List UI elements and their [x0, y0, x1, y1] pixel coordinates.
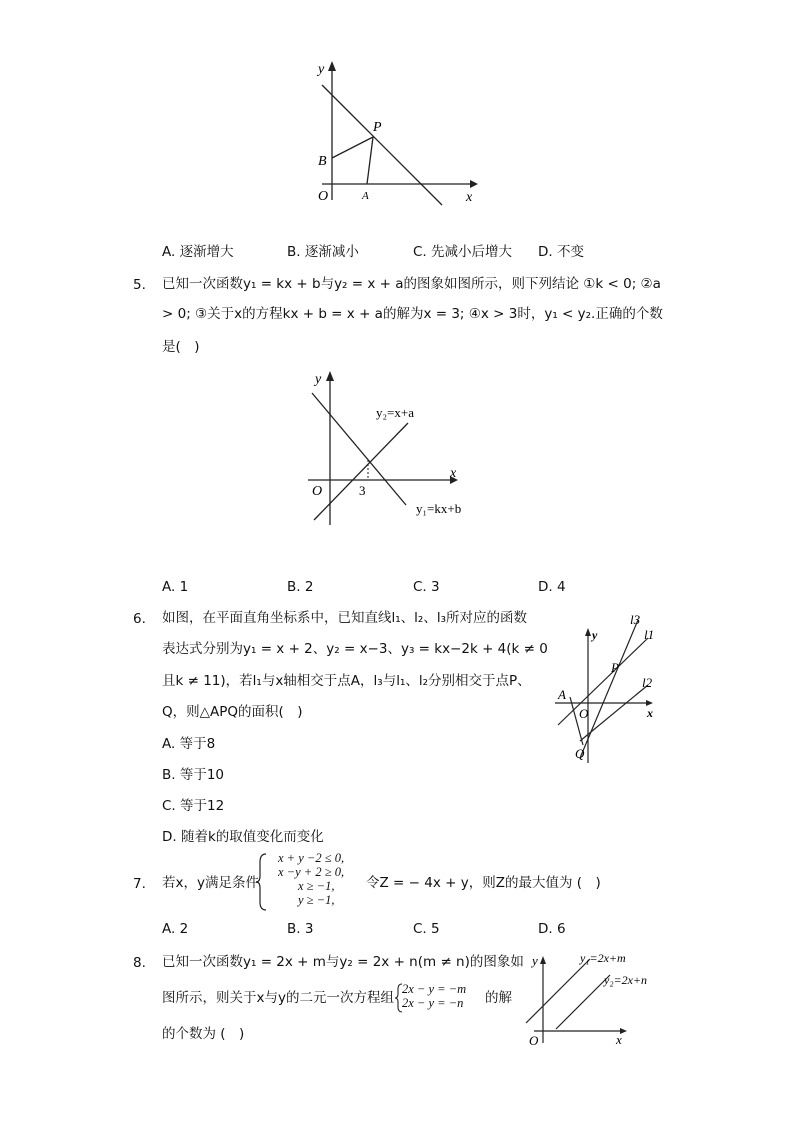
segment-BP: [332, 137, 373, 158]
y2-label: y₂=x+a: [376, 405, 414, 420]
l1-label: l1: [644, 627, 655, 642]
q7-suffix: 令Z = − 4x + y，则Z的最大值为 ( ): [366, 875, 601, 891]
q5-option-d: D. 4: [538, 579, 566, 595]
point-P-label: P: [611, 660, 619, 675]
point-P-label: P: [373, 120, 382, 135]
q5-text-line-2: > 0; ③关于x的方程kx + b = x + a的解为x = 3; ④x > 3时，y₁ < y₂.正确的个数: [162, 306, 663, 322]
y1-label: y₁=2x+m: [580, 951, 626, 965]
q6-text-line-3: 且k ≠ 11)，若l₁与x轴相交于点A，l₃与l₁、l₂分别相交于点P、: [162, 673, 531, 689]
q6-text-line-2: 表达式分别为y₁ = x + 2、y₂ = x−3、y₃ = kx−2k + 4(k ≠ 0: [162, 641, 548, 657]
segment-PA: [367, 137, 373, 184]
y-axis-arrow: [328, 61, 336, 71]
q5-option-a: A. 1: [162, 579, 189, 595]
q7-option-d: D. 6: [538, 921, 566, 937]
q4-option-a: A. 逐渐增大: [162, 244, 234, 260]
q7-option-a: A. 2: [162, 921, 189, 937]
q4-option-c: C. 先减小后增大: [413, 244, 513, 260]
q6-text-line-1: 如图，在平面直角坐标系中，已知直线l₁、l₂、l₃所对应的函数: [162, 610, 527, 626]
q7-condition-2: x −y + 2 ≥ 0,: [278, 865, 345, 879]
x-label: x: [647, 706, 653, 720]
q7-option-b: B. 3: [287, 921, 314, 937]
q8-text-line-2-prefix: 图所示，则关于x与y的二元一次方程组: [162, 990, 394, 1006]
tick-3-label: 3: [359, 483, 366, 498]
q8-text-line-2-suffix: 的解: [485, 990, 512, 1006]
l2-label: l2: [642, 675, 653, 690]
line-l1: [558, 638, 648, 725]
q7-condition-4: y ≥ −1,: [298, 893, 335, 907]
q8-text-line-1: 已知一次函数y₁ = 2x + m与y₂ = 2x + n(m ≠ n)的图象如: [162, 954, 524, 970]
y-axis-arrow: [540, 956, 546, 964]
y-label: y: [318, 62, 325, 77]
q8-text-line-3: 的个数为 ( ): [162, 1026, 245, 1042]
line-y2: [314, 423, 408, 520]
q7-condition-3: x ≥ −1,: [298, 879, 335, 893]
q6-option-c: C. 等于12: [162, 798, 225, 814]
q7-condition-1: x + y −2 ≤ 0,: [278, 851, 345, 865]
y-label: y: [315, 372, 322, 387]
q7-prefix: 若x，y满足条件: [162, 875, 259, 891]
point-A-label: A: [558, 687, 566, 702]
q5-figure: [300, 365, 520, 530]
q4-figure: [300, 55, 490, 215]
line-l3: [580, 620, 638, 758]
point-Q-label: Q: [575, 746, 585, 761]
origin-label: O: [579, 706, 589, 721]
origin-label: O: [312, 484, 323, 499]
l3-label: l3: [630, 612, 641, 627]
x-label: x: [466, 190, 473, 205]
y1-label: y₁=kx+b: [416, 501, 462, 516]
q8-figure: [520, 945, 670, 1050]
point-A-label: A: [362, 190, 369, 202]
q5-text-line-3: 是( ): [162, 339, 200, 355]
line-decreasing: [322, 85, 442, 205]
q6-text-line-4: Q，则△APQ的面积( ): [162, 704, 303, 720]
line-y2: [556, 975, 610, 1029]
origin-label: O: [318, 189, 329, 204]
point-B-label: B: [318, 154, 327, 169]
y2-label: y₂=2x+n: [604, 973, 648, 987]
q5-number: 5.: [133, 277, 146, 293]
q7-number: 7.: [133, 876, 146, 892]
x-axis-arrow: [470, 180, 478, 188]
x-label: x: [616, 1032, 622, 1047]
origin-label: O: [529, 1033, 539, 1048]
q5-text-line-1: 已知一次函数y₁ = kx + b与y₂ = x + a的图象如图所示，则下列结论 ①k < 0; ②a: [162, 276, 661, 292]
q8-number: 8.: [133, 955, 146, 971]
q4-option-d: D. 不变: [538, 244, 584, 260]
y-label: y: [532, 953, 538, 968]
segment-AQ: [570, 697, 583, 745]
q6-option-d: D. 随着k的取值变化而变化: [162, 829, 324, 845]
y-axis-arrow: [326, 371, 334, 381]
x-label: x: [450, 466, 457, 481]
q6-number: 6.: [133, 611, 146, 627]
q7-system-brace: [256, 852, 268, 912]
q5-option-c: C. 3: [413, 579, 440, 595]
y-label: y: [592, 628, 598, 642]
y-axis-arrow: [585, 628, 591, 636]
q5-option-b: B. 2: [287, 579, 314, 595]
q6-option-a: A. 等于8: [162, 736, 216, 752]
line-y1: [526, 959, 590, 1023]
q6-option-b: B. 等于10: [162, 767, 225, 783]
q8-equation-2: 2x − y = −n: [402, 996, 464, 1010]
q4-option-b: B. 逐渐减小: [287, 244, 359, 260]
q7-option-c: C. 5: [413, 921, 440, 937]
q8-equation-1: 2x − y = −m: [402, 982, 467, 996]
q6-figure: [550, 605, 670, 765]
